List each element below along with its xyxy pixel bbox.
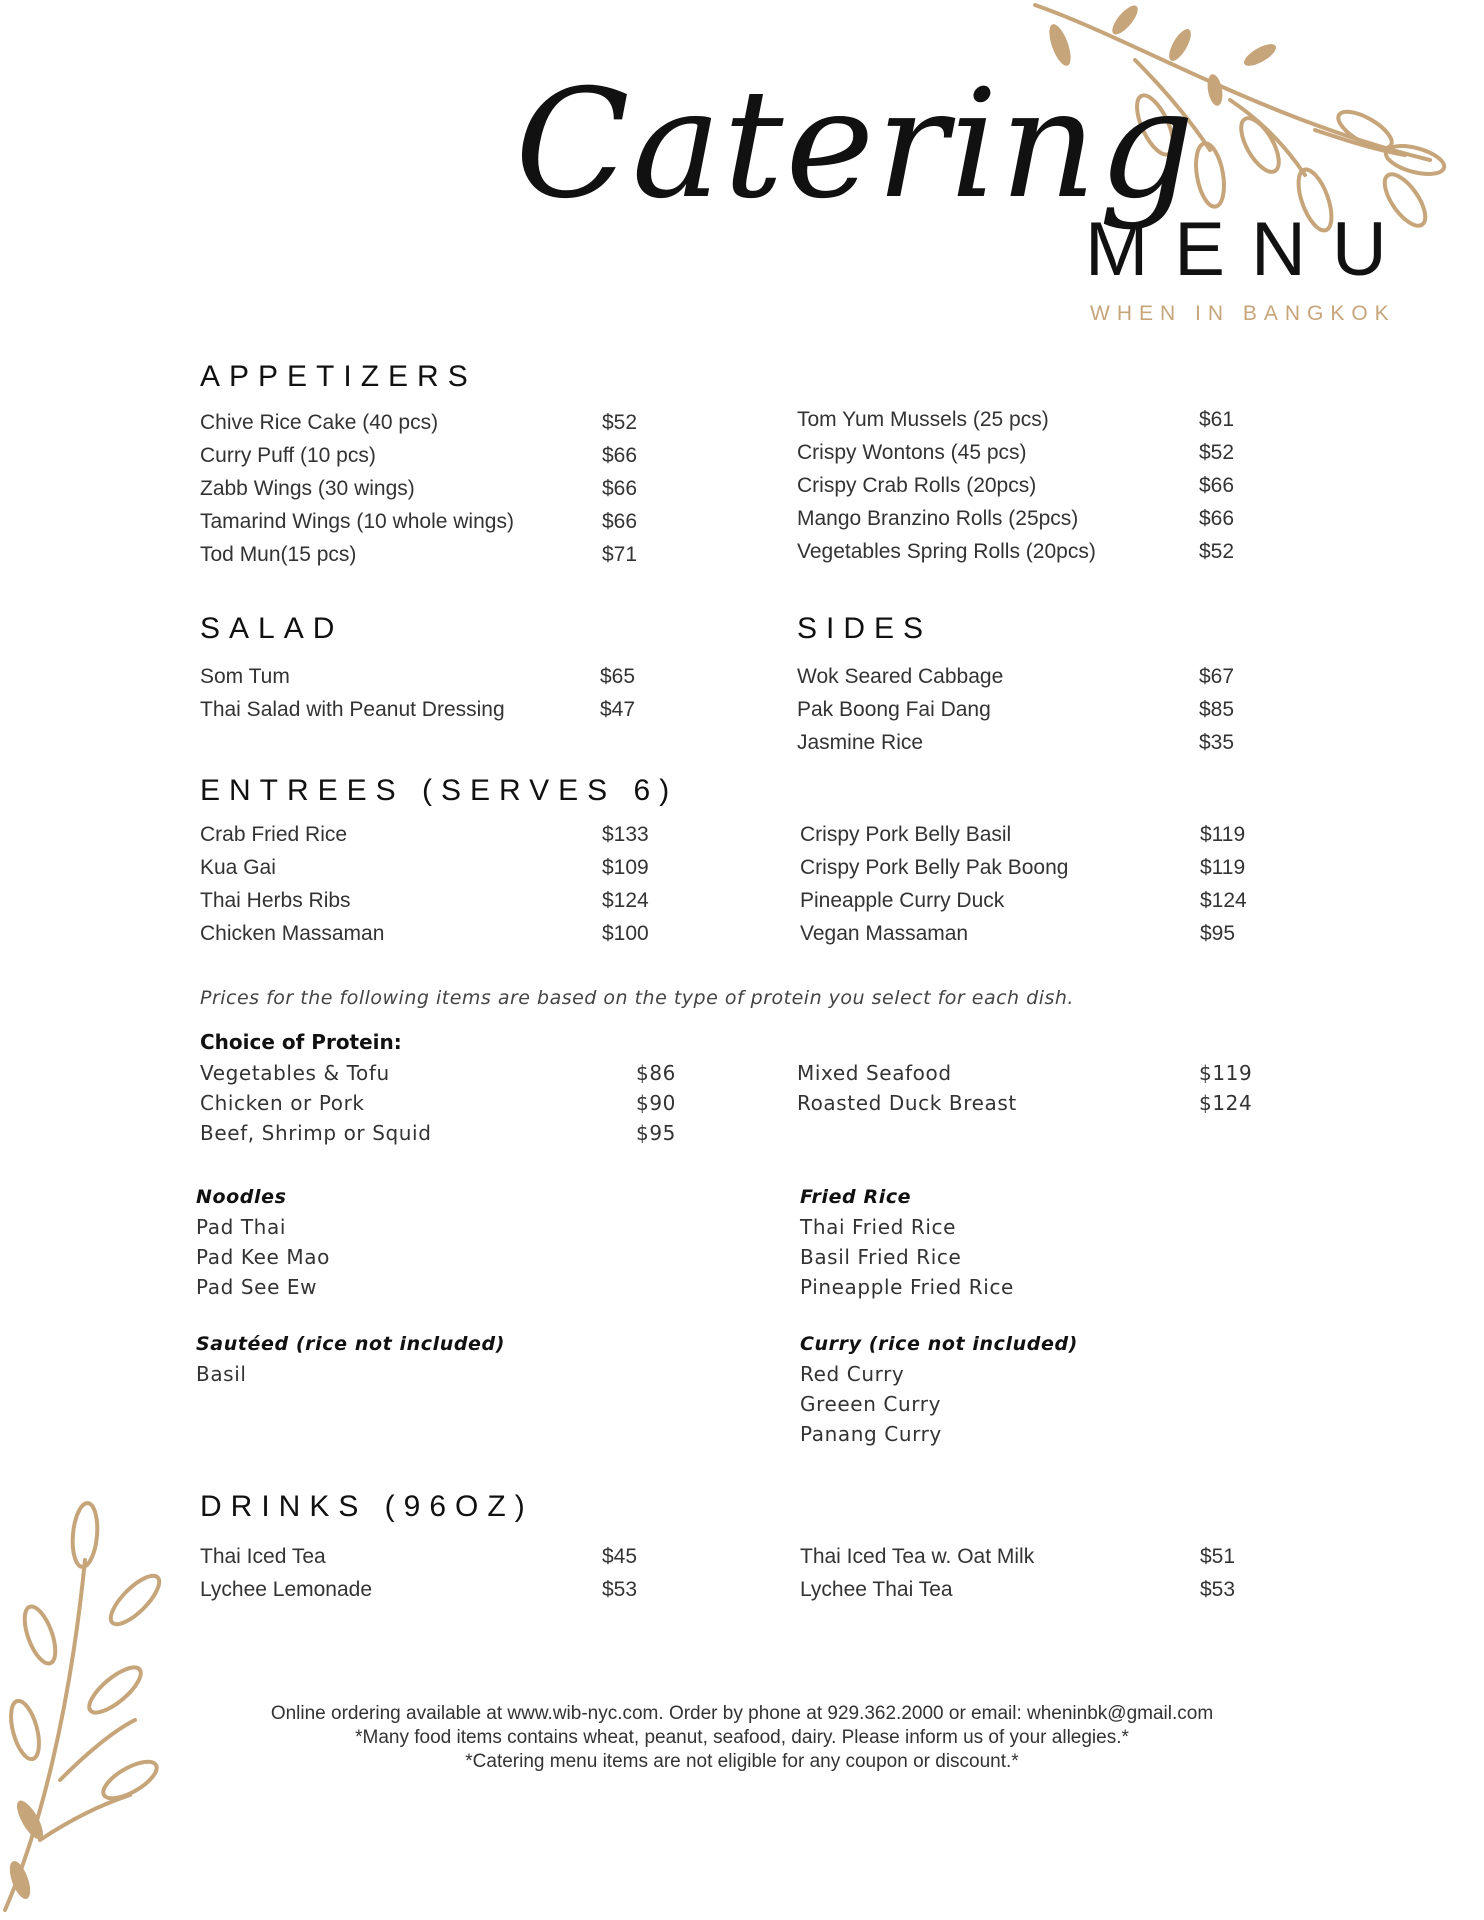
protein-label: Choice of Protein: xyxy=(200,1030,402,1054)
item-price: $66 xyxy=(602,510,638,533)
list-item xyxy=(200,538,660,571)
item-price: $124 xyxy=(602,889,649,912)
item-name: Crispy Pork Belly Pak Boong xyxy=(800,856,1069,879)
list-item xyxy=(200,1088,680,1118)
item-price: $86 xyxy=(636,1061,676,1085)
curry-heading: Curry (rice not included) xyxy=(800,1333,1078,1355)
item-name: Vegetables & Tofu xyxy=(200,1061,390,1085)
list-item xyxy=(800,1540,1260,1573)
brand-name: WHEN IN BANGKOK xyxy=(1090,302,1396,325)
entrees-right-list xyxy=(800,818,1260,950)
sides-heading: SIDES xyxy=(797,612,933,645)
item-name: Thai Iced Tea xyxy=(200,1545,326,1568)
item-price: $124 xyxy=(1199,1091,1253,1115)
protein-left-list xyxy=(200,1058,680,1148)
item-price: $53 xyxy=(602,1578,638,1601)
list-item xyxy=(200,472,660,505)
list-item: Basil xyxy=(196,1362,247,1386)
list-item: Pad Thai xyxy=(196,1215,286,1239)
item-price: $47 xyxy=(600,698,636,721)
drinks-right-list xyxy=(800,1540,1260,1606)
item-name: Lychee Thai Tea xyxy=(800,1578,953,1601)
list-item xyxy=(200,1058,680,1088)
list-item xyxy=(797,502,1257,535)
list-item: Thai Fried Rice xyxy=(800,1215,957,1239)
list-item xyxy=(200,439,660,472)
item-name: Crispy Pork Belly Basil xyxy=(800,823,1012,846)
item-name: Jasmine Rice xyxy=(797,731,924,754)
list-item xyxy=(797,660,1257,693)
sauteed-list xyxy=(196,1359,247,1389)
item-price: $95 xyxy=(1200,922,1236,945)
item-price: $53 xyxy=(1200,1578,1236,1601)
salad-list xyxy=(200,660,660,726)
item-price: $100 xyxy=(602,922,649,945)
item-price: $51 xyxy=(1200,1545,1236,1568)
protein-note: Prices for the following items are based on the type of protein you select for each dish. xyxy=(200,987,1074,1009)
item-name: Mango Branzino Rolls (25pcs) xyxy=(797,507,1079,530)
item-name: Tod Mun(15 pcs) xyxy=(200,543,357,566)
list-item xyxy=(800,851,1260,884)
list-item xyxy=(200,406,660,439)
noodles-list xyxy=(196,1212,330,1302)
item-name: Som Tum xyxy=(200,665,290,688)
list-item xyxy=(797,1088,1277,1118)
item-price: $52 xyxy=(1199,540,1235,563)
branch-bottom-left-icon xyxy=(0,1480,170,1920)
list-item xyxy=(200,505,660,538)
item-price: $65 xyxy=(600,665,636,688)
menu-title: MENU xyxy=(1085,207,1413,292)
list-item xyxy=(200,917,660,950)
list-item xyxy=(200,1540,660,1573)
list-item xyxy=(797,1058,1277,1088)
list-item xyxy=(200,1118,680,1148)
list-item xyxy=(797,535,1257,568)
drinks-heading: DRINKS (96OZ) xyxy=(200,1490,534,1523)
item-price: $71 xyxy=(602,543,638,566)
item-price: $66 xyxy=(1199,474,1235,497)
list-item xyxy=(800,917,1260,950)
item-price: $35 xyxy=(1199,731,1235,754)
list-item xyxy=(797,469,1257,502)
item-price: $119 xyxy=(1200,856,1246,879)
item-name: Lychee Lemonade xyxy=(200,1578,373,1601)
item-name: Crab Fried Rice xyxy=(200,823,348,846)
item-name: Beef, Shrimp or Squid xyxy=(200,1121,432,1145)
item-name: Thai Iced Tea w. Oat Milk xyxy=(800,1545,1035,1568)
item-price: $95 xyxy=(636,1121,676,1145)
item-price: $52 xyxy=(1199,441,1235,464)
list-item xyxy=(797,726,1257,759)
list-item xyxy=(797,693,1257,726)
item-name: Tom Yum Mussels (25 pcs) xyxy=(797,408,1049,431)
list-item xyxy=(200,884,660,917)
protein-right-list xyxy=(797,1058,1277,1118)
list-item: Pad Kee Mao xyxy=(196,1245,330,1269)
list-item xyxy=(800,818,1260,851)
item-price: $52 xyxy=(602,411,638,434)
item-price: $133 xyxy=(602,823,649,846)
list-item xyxy=(200,851,660,884)
catering-script-title: Catering xyxy=(515,58,1197,232)
item-name: Crispy Crab Rolls (20pcs) xyxy=(797,474,1037,497)
item-price: $66 xyxy=(602,444,638,467)
fried-rice-list xyxy=(800,1212,1014,1302)
item-name: Thai Salad with Peanut Dressing xyxy=(200,698,505,721)
item-price: $66 xyxy=(602,477,638,500)
item-price: $109 xyxy=(602,856,649,879)
item-price: $124 xyxy=(1200,889,1247,912)
item-name: Pak Boong Fai Dang xyxy=(797,698,991,721)
entrees-left-list xyxy=(200,818,660,950)
footer-discount-note: *Catering menu items are not eligible for any coupon or discount.* xyxy=(465,1751,1019,1772)
item-name: Vegetables Spring Rolls (20pcs) xyxy=(797,540,1096,563)
list-item: Pad See Ew xyxy=(196,1275,318,1299)
entrees-heading: ENTREES (SERVES 6) xyxy=(200,774,679,807)
salad-heading: SALAD xyxy=(200,612,344,645)
item-name: Roasted Duck Breast xyxy=(797,1091,1017,1115)
item-price: $61 xyxy=(1199,408,1235,431)
list-item xyxy=(200,1573,660,1606)
item-name: Zabb Wings (30 wings) xyxy=(200,477,415,500)
item-name: Curry Puff (10 pcs) xyxy=(200,444,376,467)
item-price: $119 xyxy=(1199,1061,1253,1085)
list-item: Panang Curry xyxy=(800,1422,942,1446)
appetizers-right-list xyxy=(797,403,1257,568)
item-name: Vegan Massaman xyxy=(800,922,969,945)
sides-list xyxy=(797,660,1257,759)
list-item: Greeen Curry xyxy=(800,1392,941,1416)
list-item xyxy=(200,660,660,693)
item-name: Thai Herbs Ribs xyxy=(200,889,351,912)
appetizers-heading: APPETIZERS xyxy=(200,360,477,393)
item-name: Chicken Massaman xyxy=(200,922,385,945)
list-item: Pineapple Fried Rice xyxy=(800,1275,1014,1299)
list-item xyxy=(797,403,1257,436)
list-item xyxy=(800,1573,1260,1606)
noodles-heading: Noodles xyxy=(196,1186,287,1208)
item-name: Kua Gai xyxy=(200,856,276,879)
list-item xyxy=(200,818,660,851)
item-name: Chive Rice Cake (40 pcs) xyxy=(200,411,439,434)
item-name: Mixed Seafood xyxy=(797,1061,952,1085)
footer-allergy-note: *Many food items contains wheat, peanut, seafood, dairy. Please inform us of your allegies.* xyxy=(355,1727,1129,1748)
item-price: $119 xyxy=(1200,823,1246,846)
drinks-left-list xyxy=(200,1540,660,1606)
list-item: Red Curry xyxy=(800,1362,905,1386)
list-item xyxy=(800,884,1260,917)
item-price: $67 xyxy=(1199,665,1235,688)
footer-contact: Online ordering available at www.wib-nyc.com. Order by phone at 929.362.2000 or email: wheninbk@gmail.com xyxy=(270,1703,1214,1724)
list-item: Basil Fried Rice xyxy=(800,1245,962,1269)
item-name: Crispy Wontons (45 pcs) xyxy=(797,441,1027,464)
item-name: Chicken or Pork xyxy=(200,1091,365,1115)
footer xyxy=(0,1702,1484,1774)
item-name: Pineapple Curry Duck xyxy=(800,889,1005,912)
item-price: $85 xyxy=(1199,698,1235,721)
list-item xyxy=(200,693,660,726)
item-price: $45 xyxy=(602,1545,638,1568)
sauteed-heading: Sautéed (rice not included) xyxy=(196,1333,506,1355)
item-name: Wok Seared Cabbage xyxy=(797,665,1004,688)
item-price: $66 xyxy=(1199,507,1235,530)
curry-list xyxy=(800,1359,942,1449)
item-name: Tamarind Wings (10 whole wings) xyxy=(200,510,514,533)
list-item xyxy=(797,436,1257,469)
appetizers-left-list xyxy=(200,406,660,571)
fried-rice-heading: Fried Rice xyxy=(800,1186,912,1208)
item-price: $90 xyxy=(636,1091,676,1115)
